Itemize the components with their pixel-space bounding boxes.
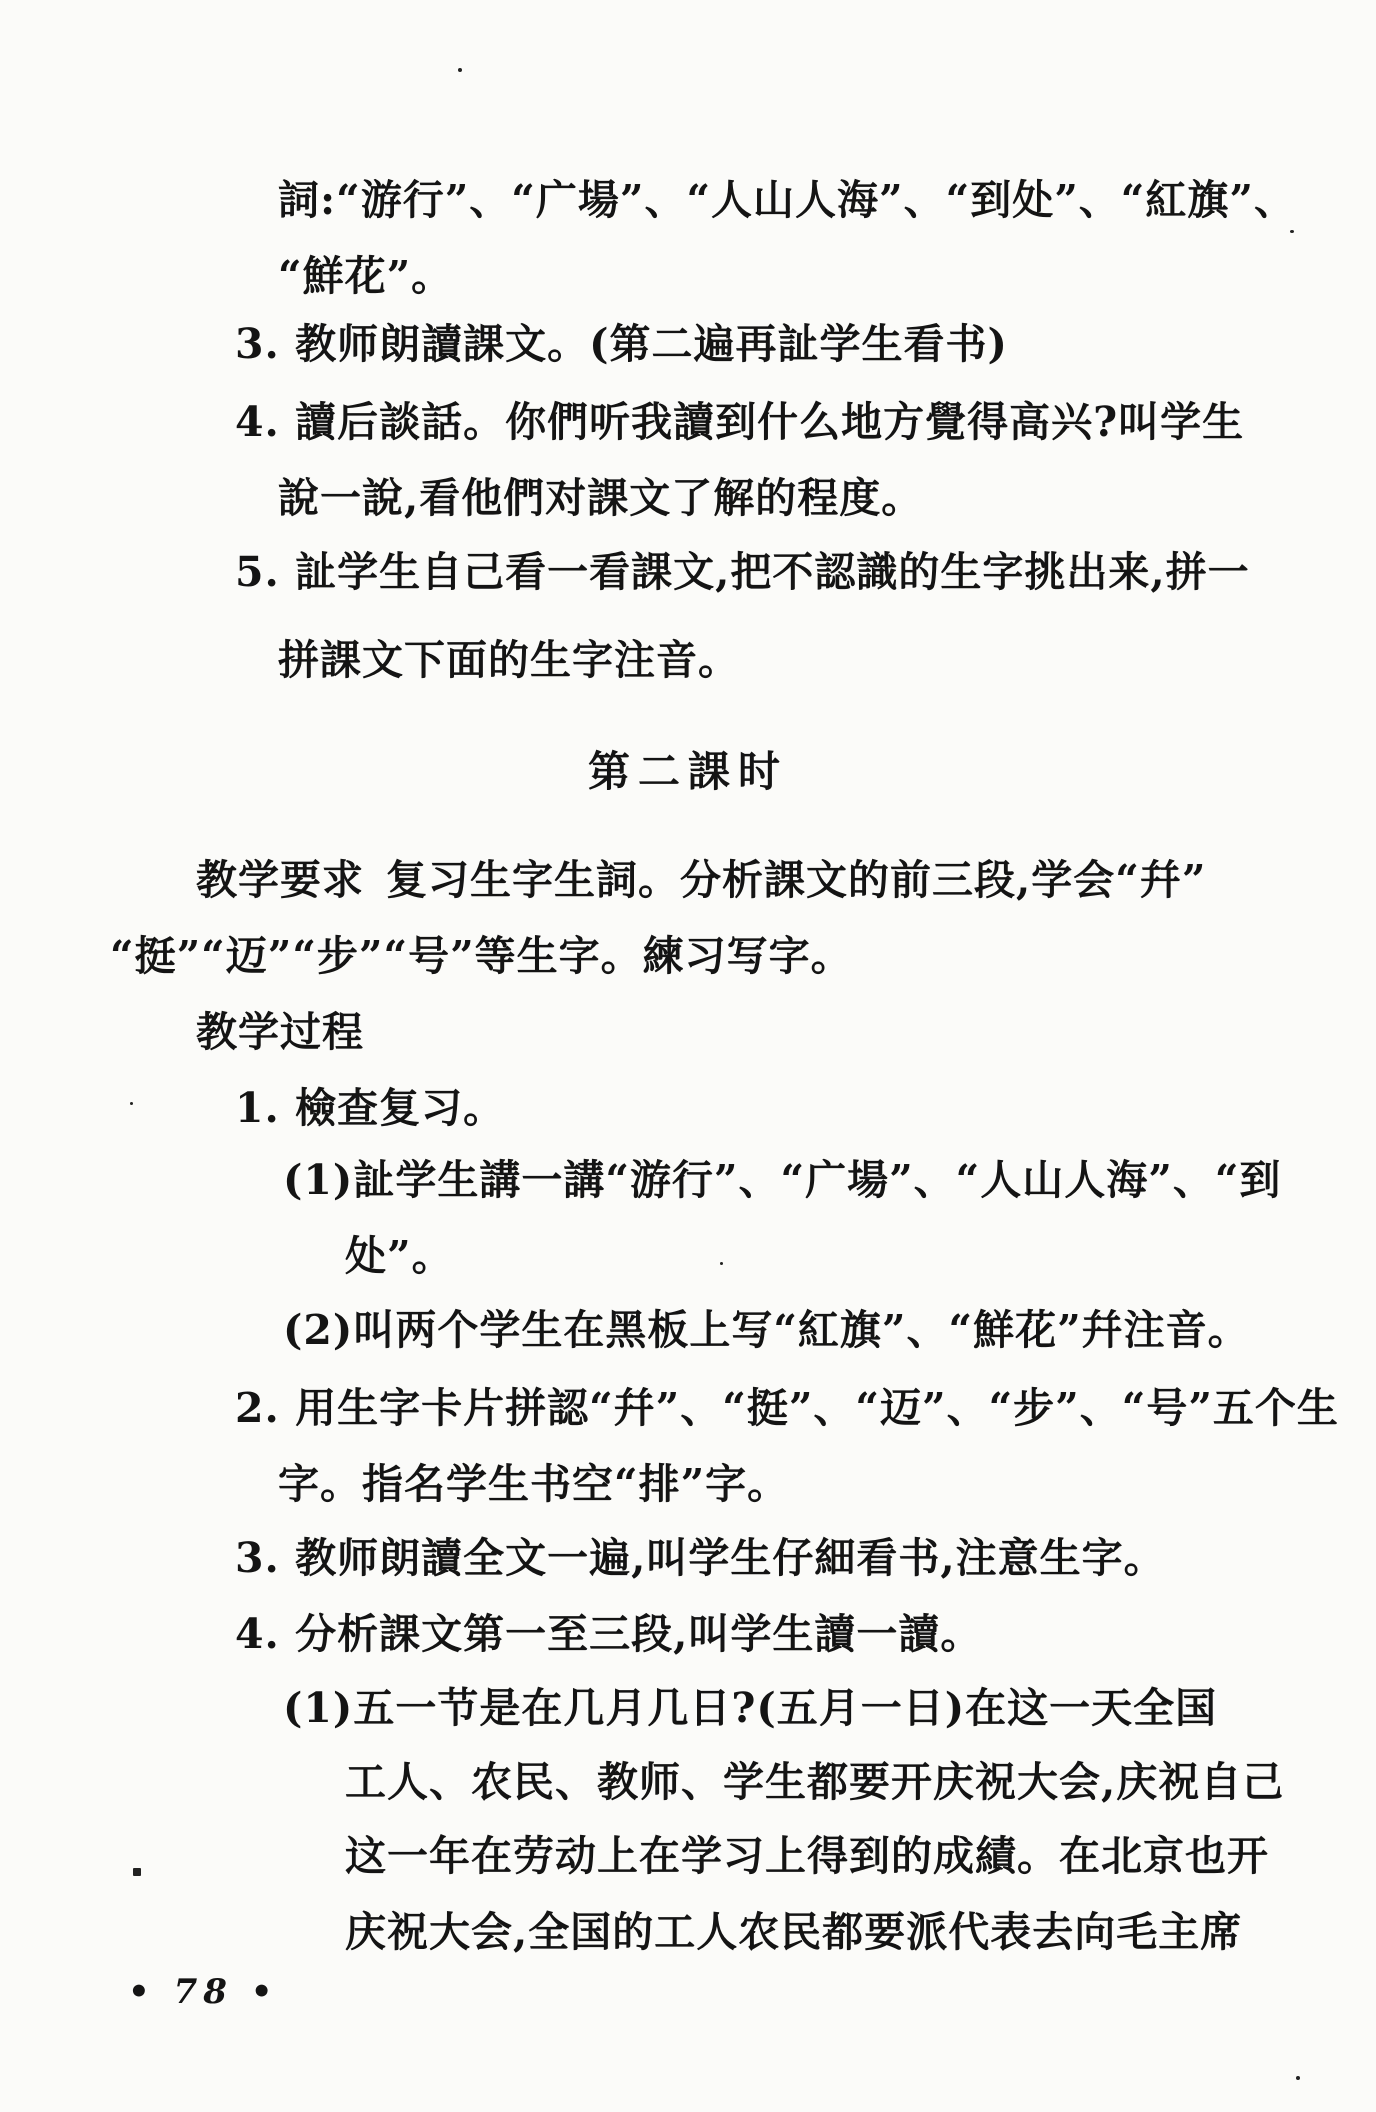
text-line: “鮮花”。 [278, 252, 454, 300]
step-line: (1)訨学生講一講“游行”、“广場”、“人山人海”、“到 [283, 1156, 1282, 1204]
scan-speck [1290, 230, 1294, 233]
scan-speck [1296, 2076, 1300, 2080]
step-line: 2. 用生字卡片拼認“幷”、“挺”、“迈”、“步”、“号”五个生 [235, 1384, 1339, 1432]
step-line: 工人、农民、教师、学生都要开庆祝大会,庆祝自己 [345, 1758, 1285, 1806]
step-line: (2)叫两个学生在黑板上写“紅旗”、“鮮花”幷注音。 [283, 1306, 1250, 1354]
text-line: 詞:“游行”、“广場”、“人山人海”、“到处”、“紅旗”、 [278, 176, 1296, 224]
requirements-line [196, 850, 1206, 910]
scan-speck [720, 1262, 723, 1265]
step-line: 3. 教师朗讀全文一遍,叫学生仔細看书,注意生字。 [235, 1534, 1166, 1582]
step-line: 庆祝大会,全国的工人农民都要派代表去向毛主席 [345, 1908, 1243, 1956]
text-line: 4. 讀后談話。你們听我讀到什么地方覺得高兴?叫学生 [235, 398, 1245, 446]
scan-speck [458, 68, 462, 72]
step-line: 这一年在劳动上在学习上得到的成績。在北京也开 [345, 1832, 1269, 1880]
scan-speck [133, 1868, 141, 1876]
section-title: 第二課时 [587, 747, 788, 796]
text-line: 3. 教师朗讀課文。(第二遍再訨学生看书) [235, 320, 1008, 368]
requirements-label: 教学要求 [196, 856, 364, 904]
text-line: 拼課文下面的生字注音。 [278, 636, 740, 684]
step-line: 4. 分析課文第一至三段,叫学生讀一讀。 [235, 1610, 983, 1658]
text-line: 5. 訨学生自己看一看課文,把不認識的生字挑出来,拼一 [235, 548, 1250, 596]
page-number: • 78 • [128, 1972, 279, 2012]
process-label: 教学过程 [196, 1008, 364, 1056]
step-line: 处”。 [345, 1232, 454, 1280]
text-line: 說一說,看他們对課文了解的程度。 [278, 474, 924, 522]
step-line: 字。指名学生书空“排”字。 [278, 1460, 790, 1508]
requirements-line: “挺”“迈”“步”“号”等生字。練习写字。 [110, 932, 853, 980]
step-line: (1)五一节是在几月几日?(五月一日)在这一天全国 [283, 1684, 1218, 1732]
requirements-text: 复习生字生詞。分析課文的前三段,学会“幷” [386, 856, 1207, 904]
scan-speck [130, 1102, 133, 1105]
step-line: 1. 檢查复习。 [235, 1084, 506, 1132]
